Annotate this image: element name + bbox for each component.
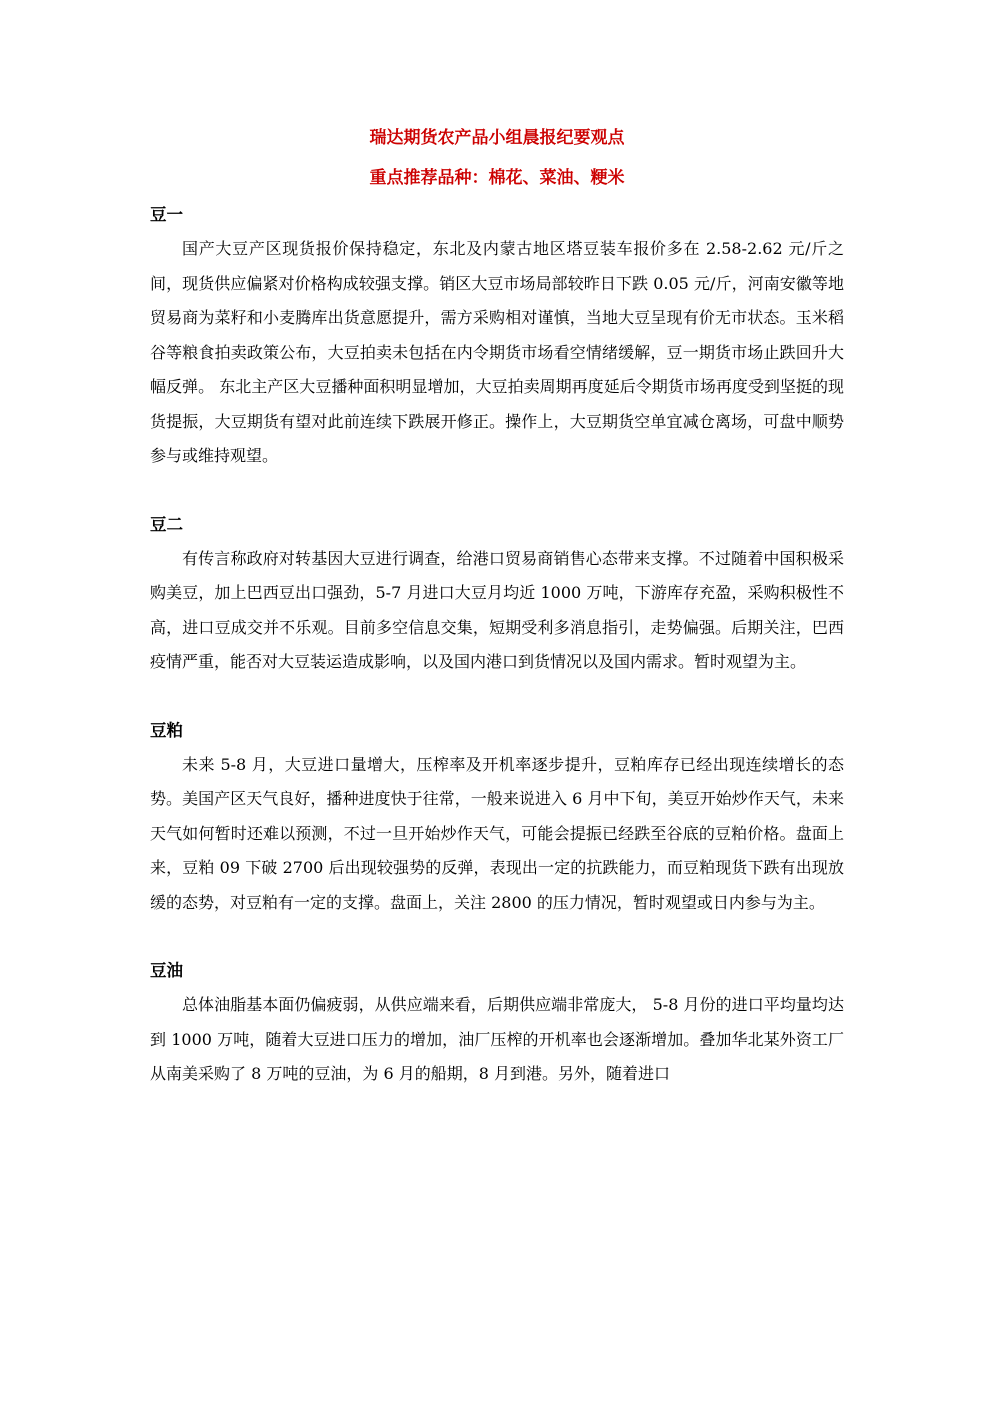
section-heading: 豆二 [150, 514, 183, 534]
document-title: 瑞达期货农产品小组晨报纪要观点 [369, 128, 625, 148]
section-heading: 豆一 [150, 205, 183, 224]
section-gap [150, 680, 844, 714]
section-paragraph: 总体油脂基本面仍偏疲弱，从供应端来看，后期供应端非常庞大， 5-8 月份的进口平均量均达到 1000 万吨，随着大豆进口压力的增加，油厂压榨的开机率也会逐渐增加。叠加华北某外资工厂从南美采购了 8 万吨的豆油，为 6 月的船期，8 月到港。另外，随着进口 [150, 995, 844, 1083]
section-soybean-meal [150, 714, 844, 921]
document-page [150, 118, 844, 1092]
section-heading: 豆油 [150, 961, 183, 980]
section-gap [150, 474, 844, 508]
section-gap [150, 920, 844, 954]
section-paragraph: 有传言称政府对转基因大豆进行调查，给港口贸易商销售心态带来支撑。不过随着中国积极采购美豆，加上巴西豆出口强劲，5-7 月进口大豆月均近 1000 万吨，下游库存充盈，采购积极性不高，进口豆成交并不乐观。目前多空信息交集，短期受利多消息指引，走势偏强。后期关注，巴西疫情严重，能否对大豆装运造成影响，以及国内港口到货情况以及国内需求。暂时观望为主。 [150, 548, 844, 671]
section-heading: 豆粕 [150, 720, 183, 740]
section-soybean-1 [150, 198, 844, 474]
section-soybean-2 [150, 508, 844, 680]
section-paragraph: 国产大豆产区现货报价保持稳定，东北及内蒙古地区塔豆装车报价多在 2.58-2.62 元/斤之间，现货供应偏紧对价格构成较强支撑。销区大豆市场局部较昨日下跌 0.05 元/斤，河南安徽等地贸易商为菜籽和小麦腾库出货意愿提升，需方采购相对谨慎，当地大豆呈现有价无市状态。玉米稻谷等粮食拍卖政策公布，大豆拍卖未包括在内令期货市场看空情绪缓解，豆一期货市场止跌回升大幅反弹。 东北主产区大豆播种面积明显增加，大豆拍卖周期再度延后令期货市场再度受到坚挺的现货提振，大豆期货有望对此前连续下跌展开修正。操作上，大豆期货空单宜减仓离场，可盘中顺势参与或维持观望。 [150, 239, 844, 465]
section-soybean-oil [150, 954, 844, 1092]
section-paragraph: 未来 5-8 月，大豆进口量增大，压榨率及开机率逐步提升，豆粕库存已经出现连续增长的态势。美国产区天气良好，播种进度快于往常，一般来说进入 6 月中下旬，美豆开始炒作天气，未来天气如何暂时还难以预测，不过一旦开始炒作天气，可能会提振已经跌至谷底的豆粕价格。盘面上来，豆粕 09 下破 2700 后出现较强势的反弹，表现出一定的抗跌能力，而豆粕现货下跌有出现放缓的态势，对豆粕有一定的支撑。盘面上，关注 2800 的压力情况，暂时观望或日内参与为主。 [150, 754, 844, 912]
document-subtitle: 重点推荐品种：棉花、菜油、粳米 [369, 168, 625, 188]
